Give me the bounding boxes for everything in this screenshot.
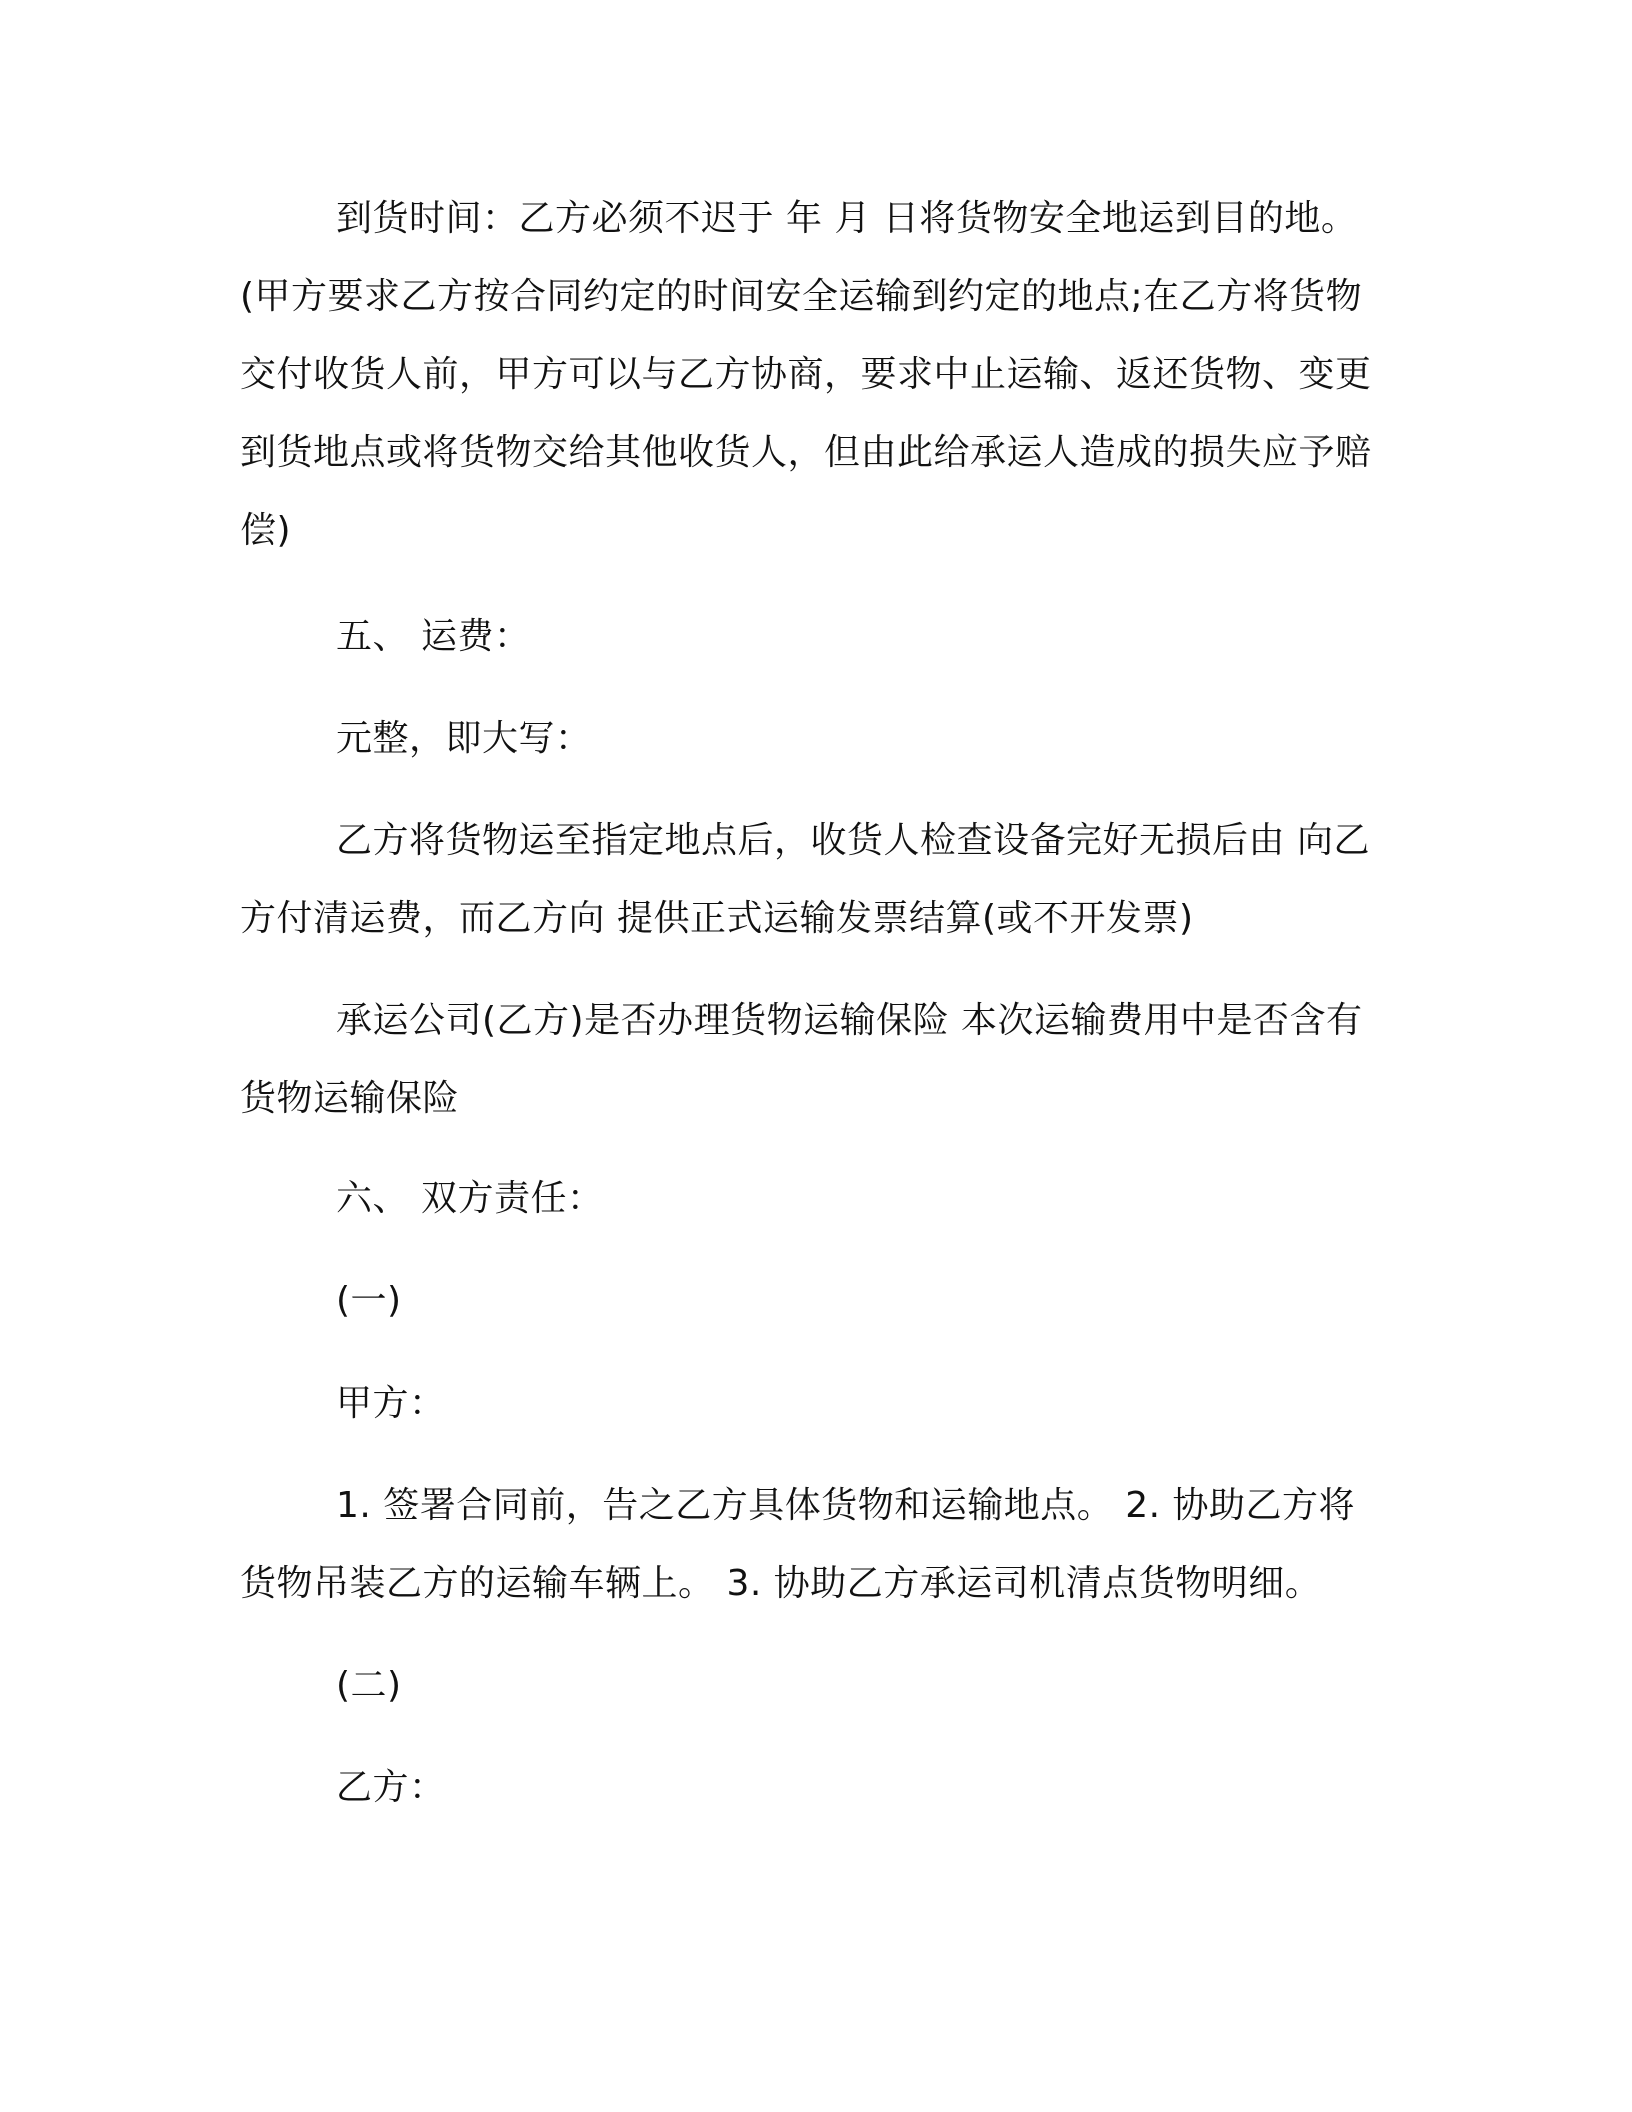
party-a-duties-paragraph: 1. 签署合同前，告之乙方具体货物和运输地点。 2. 协助乙方将货物吊装乙方的运输车辆上。 3. 协助乙方承运司机清点货物明细。	[240, 1485, 1356, 1604]
section-six-heading: 六、 双方责任：	[336, 1178, 604, 1219]
subsection-one-label: (一)	[336, 1280, 402, 1321]
delivery-time-paragraph: 到货时间：乙方必须不迟于 年 月 日将货物安全地运到目的地。(甲方要求乙方按合同约定的时间安全运输到约定的地点;在乙方将货物交付收货人前，甲方可以与乙方协商，要求中止运输、返还货物、变更到货地点或将货物交给其他收货人，但由此给承运人造成的损失应予赔偿)	[240, 198, 1372, 551]
section-five-heading: 五、 运费：	[336, 616, 531, 657]
freight-amount-line: 元整，即大写：	[336, 718, 592, 759]
insurance-paragraph: 承运公司(乙方)是否办理货物运输保险 本次运输费用中是否含有货物运输保险	[240, 1000, 1363, 1119]
party-b-label: 乙方：	[336, 1767, 446, 1808]
party-a-label: 甲方：	[336, 1383, 446, 1424]
subsection-two-label: (二)	[336, 1665, 402, 1706]
freight-payment-paragraph: 乙方将货物运至指定地点后，收货人检查设备完好无损后由 向乙方付清运费，而乙方向 提供正式运输发票结算(或不开发票)	[240, 820, 1370, 939]
